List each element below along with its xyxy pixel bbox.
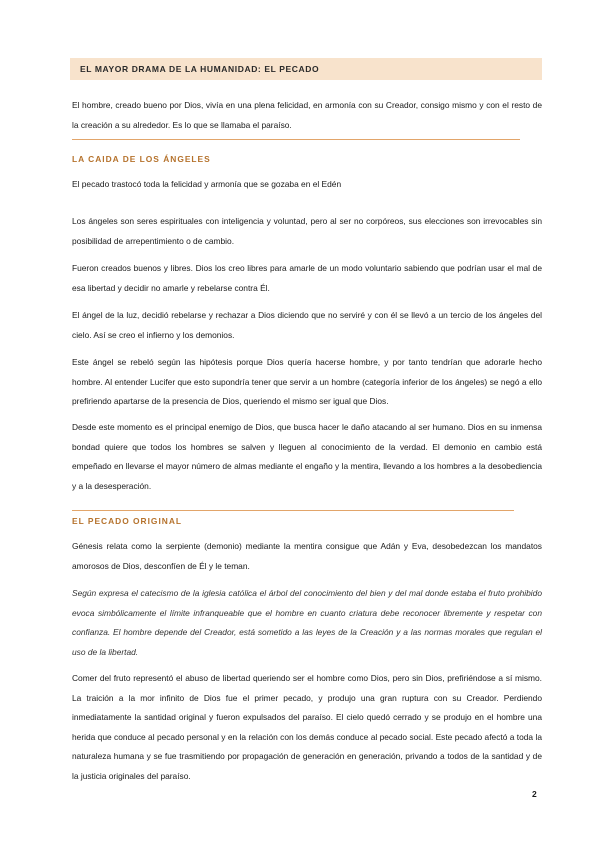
page-title: EL MAYOR DRAMA DE LA HUMANIDAD: EL PECADO [80,64,320,74]
paragraph: Fueron creados buenos y libres. Dios los creo libres para amarle de un modo voluntario sabiendo que podrían usar el mal de esa libertad y decidir no amarle y rebelarse contra Él. [72,263,542,293]
section-heading-angeles: LA CAIDA DE LOS ÁNGELES [72,154,211,164]
divider [72,139,520,140]
paragraph: Desde este momento es el principal enemigo de Dios, que busca hacer le daño atacando al ser humano. Dios en su inmensa bondad quiere que todos los hombres se salven y lleguen al conocimiento de la verdad. El demonio en cambio está empeñado en llevarse el mayor número de almas mediante el engaño y la mentira, llevando a los hombres a la desobediencia y a la desesperación. [72,422,542,491]
page-number: 2 [532,789,537,799]
paragraph: Génesis relata como la serpiente (demonio) mediante la mentira consigue que Adán y Eva, desobedezcan los mandatos amorosos de Dios, desconfíen de Él y le teman. [72,541,542,571]
catechism-quote: Según expresa el catecismo de la iglesia católica el árbol del conocimiento del bien y del mal donde estaba el fruto prohibido evoca simbólicamente el límite infranqueable que el hombre en cuanto criatura debe reconocer libremente y respetar con confianza. El hombre depende del Creador, está sometido a las leyes de la Creación y a las normas morales que regulan el uso de la libertad. [72,588,542,657]
title-banner [70,58,542,80]
paragraph: Este ángel se rebeló según las hipótesis porque Dios quería hacerse hombre, y por tanto tendrían que adorarle hecho hombre. Al entender Lucifer que esto supondría tener que servir a un hombre (categoría inferior de los ángeles) se negó a ello prefiriendo apartarse de la presencia de Dios, queriendo el mismo ser igual que Dios. [72,357,542,406]
section-heading-pecado-original: EL PECADO ORIGINAL [72,516,182,526]
paragraph: El ángel de la luz, decidió rebelarse y rechazar a Dios diciendo que no serviré y con él se llevó a un tercio de los ángeles del cielo. Así se creo el infierno y los demonios. [72,310,542,340]
intro-paragraph: El hombre, creado bueno por Dios, vivía en una plena felicidad, en armonía con su Creador, consigo mismo y con el resto de la creación a su alrededor. Es lo que se llamaba el paraíso. [72,100,542,130]
paragraph: Comer del fruto representó el abuso de libertad queriendo ser el hombre como Dios, pero sin Dios, prefiriéndose a sí mismo. La traición a la mor infinito de Dios fue el primer pecado, y produjo una gran ruptura con su Creador. Perdiendo inmediatamente la santidad original y fueron expulsados del paraíso. El cielo quedó cerrado y se produjo en el hombre una herida que conduce al pecado personal y en la relación con los demás conduce al pecado social. Este pecado afectó a toda la naturaleza humana y se fue trasmitiendo por propagación de generación en generación, privando a todos de la santidad y de la justicia originales del paraíso. [72,673,542,781]
paragraph: El pecado trastocó toda la felicidad y armonía que se gozaba en el Edén [72,179,342,189]
divider [72,510,514,511]
paragraph: Los ángeles son seres espirituales con inteligencia y voluntad, pero al ser no corpóreos, sus elecciones son irrevocables sin posibilidad de arrepentimiento o de cambio. [72,216,542,246]
